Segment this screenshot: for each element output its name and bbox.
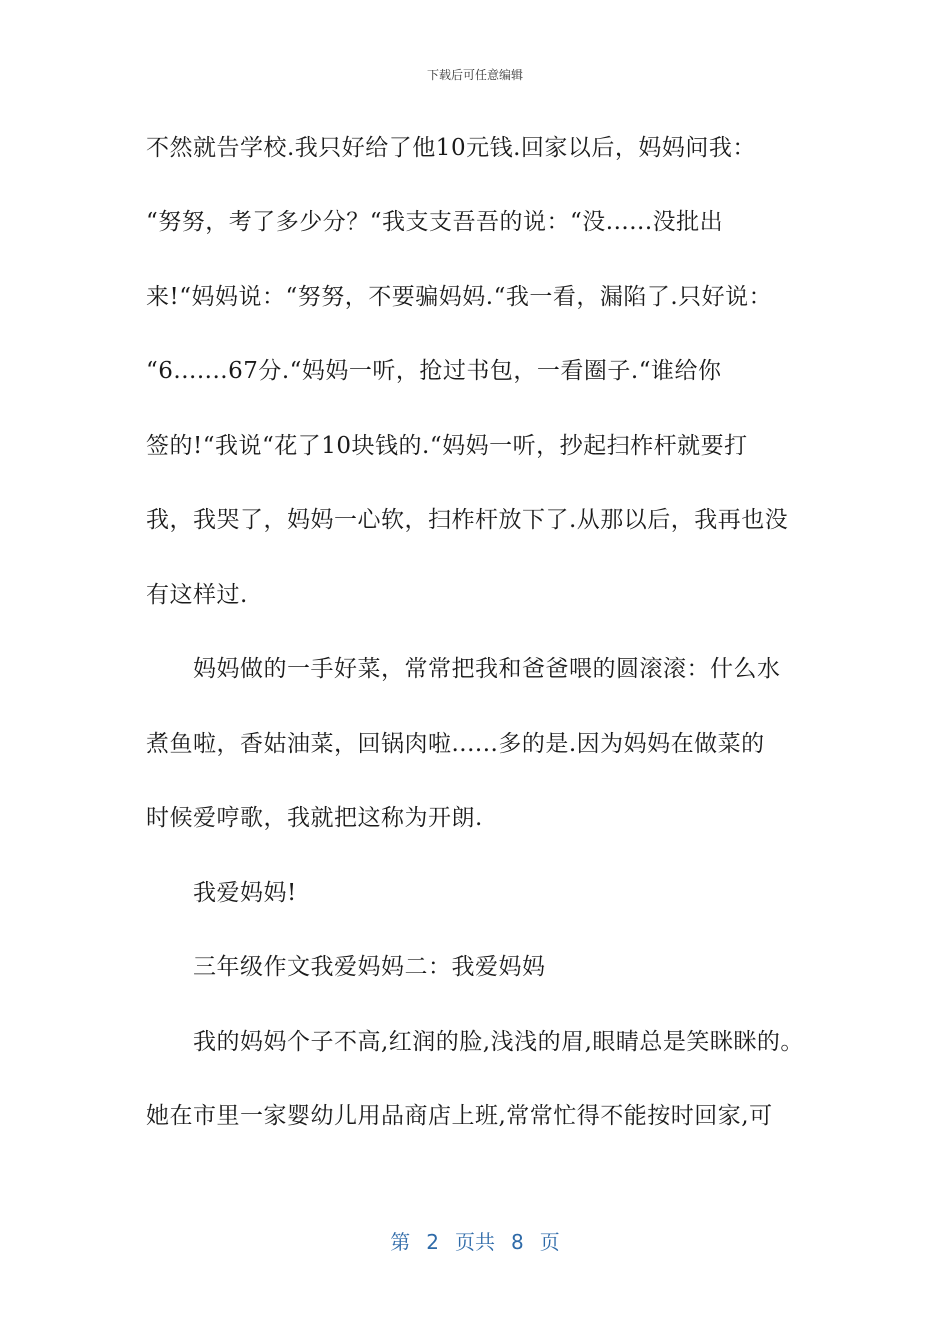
footer-prefix: 第 [390, 1230, 411, 1254]
text-line: 我，我哭了，妈妈一心软，扫柞杆放下了.从那以后，我再也没 [146, 507, 789, 533]
footer-suffix: 页 [539, 1230, 560, 1254]
text-line: 煮鱼啦，香姑油菜，回锅肉啦......多的是.因为妈妈在做菜的 [146, 731, 765, 757]
page-footer [0, 1226, 950, 1255]
total-page-number: 8 [511, 1230, 524, 1254]
text-line: 签的!“我说“花了10块钱的.“妈妈一听，抄起扫柞杆就要打 [146, 433, 748, 459]
text-line: “6.......67分.“妈妈一听，抢过书包，一看圈子.“谁给你 [146, 358, 722, 384]
section-heading: 三年级作文我爱妈妈二：我爱妈妈 [193, 954, 546, 980]
text-line: 有这样过. [146, 582, 248, 608]
text-line: 来!“妈妈说：“努努，不要骗妈妈.“我一看，漏陷了.只好说： [146, 284, 773, 310]
current-page-number: 2 [426, 1230, 439, 1254]
paragraph-start-line: 我的妈妈个子不高,红润的脸,浅浅的眉,眼睛总是笑眯眯的。 [193, 1029, 804, 1055]
paragraph-start-line: 妈妈做的一手好菜，常常把我和爸爸喂的圆滚滚：什么水 [193, 656, 781, 682]
download-note: 下载后可任意编辑 [426, 68, 523, 82]
footer-mid: 页共 [455, 1230, 495, 1254]
text-line: 不然就告学校.我只好给了他10元钱.回家以后，妈妈问我： [146, 135, 756, 161]
text-line: “努努，考了多少分？“我支支吾吾的说：“没......没批出 [146, 209, 724, 235]
paragraph-start-line: 我爱妈妈! [193, 880, 297, 906]
text-line: 时候爱哼歌，我就把这称为开朗. [146, 805, 483, 831]
text-line: 她在市里一家婴幼儿用品商店上班,常常忙得不能按时回家,可 [146, 1103, 773, 1129]
